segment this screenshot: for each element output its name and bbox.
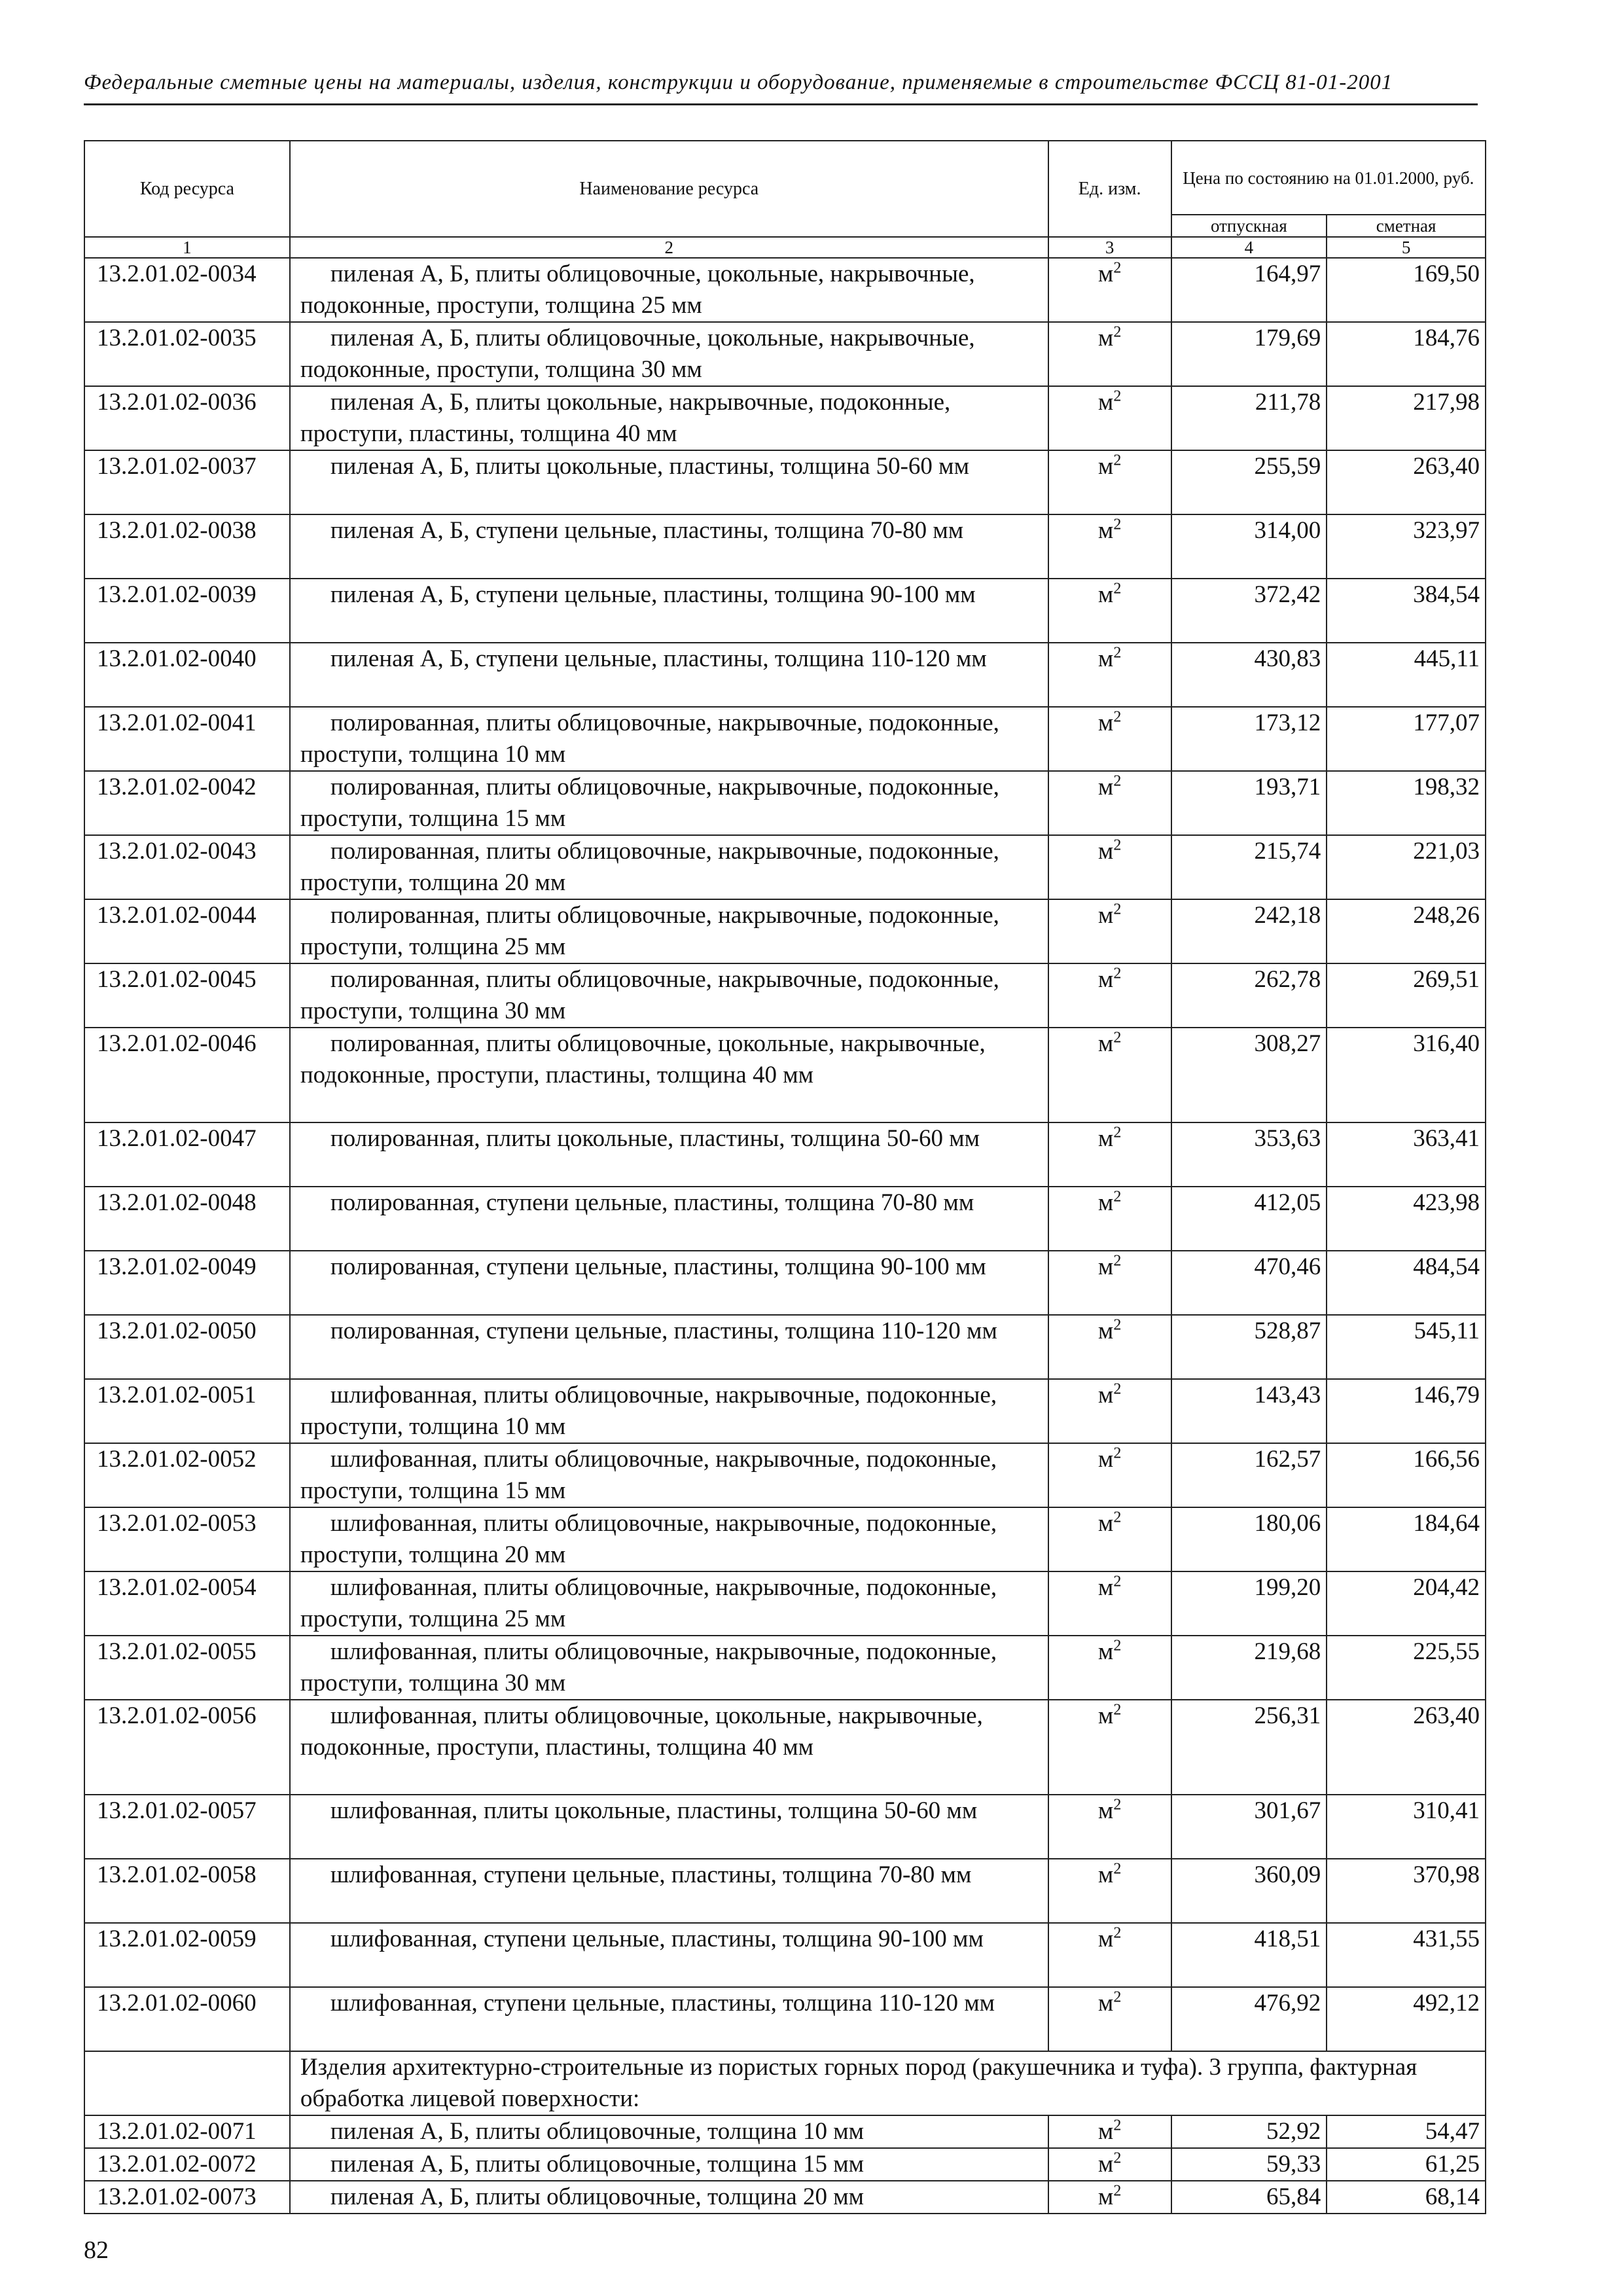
resource-code: 13.2.01.02-0053 [84,1507,290,1571]
unit-power: 2 [1113,644,1122,662]
resource-code: 13.2.01.02-0052 [84,1443,290,1507]
release-price: 412,05 [1171,1187,1327,1251]
column-number: 5 [1327,237,1486,258]
section-row [84,2051,1486,2115]
estimate-price: 316,40 [1327,1028,1486,1122]
release-price: 255,59 [1171,450,1327,514]
resource-name [290,1443,1048,1507]
unit [1048,2181,1171,2214]
resource-name [290,1795,1048,1859]
resource-code: 13.2.01.02-0060 [84,1987,290,2051]
unit-power: 2 [1113,2182,1122,2200]
section-group [84,2051,1486,2115]
resource-name [290,1636,1048,1700]
table-row [84,1187,1486,1251]
unit-power: 2 [1113,965,1122,982]
unit-text: м [1097,645,1114,672]
resource-name [290,899,1048,963]
estimate-price: 310,41 [1327,1795,1486,1859]
unit-power: 2 [1113,1860,1122,1878]
release-price: 308,27 [1171,1028,1327,1122]
table-row [84,1443,1486,1507]
table-row [84,707,1486,771]
resource-code: 13.2.01.02-0035 [84,322,290,386]
resource-name-text: полированная, плиты облицовочные, накрывочные, подоконные, проступи, толщина 25 мм [300,902,999,960]
release-price: 179,69 [1171,322,1327,386]
estimate-price: 492,12 [1327,1987,1486,2051]
table-row [84,1571,1486,1636]
table-row [84,1795,1486,1859]
unit-text: м [1097,1318,1114,1344]
estimate-price: 54,47 [1327,2115,1486,2148]
column-number: 1 [84,237,290,258]
unit [1048,322,1171,386]
release-price: 215,74 [1171,835,1327,899]
resource-name [290,1315,1048,1379]
unit-text: м [1097,581,1114,608]
unit-power: 2 [1113,1444,1122,1462]
running-header: Федеральные сметные цены на материалы, изделия, конструкции и оборудование, применяемые в строительстве ФССЦ 81-01-2001 [84,71,1393,94]
unit [1048,2148,1171,2181]
table-row [84,1507,1486,1571]
release-price: 143,43 [1171,1379,1327,1443]
unit [1048,643,1171,707]
resource-name-text: пиленая А, Б, ступени цельные, пластины, толщина 70-80 мм [330,517,964,544]
resource-name-text: пиленая А, Б, ступени цельные, пластины, толщина 90-100 мм [330,581,976,608]
release-price: 262,78 [1171,963,1327,1028]
unit [1048,835,1171,899]
table-row [84,835,1486,899]
estimate-price: 545,11 [1327,1315,1486,1379]
table-row [84,514,1486,579]
table-row [84,771,1486,835]
unit-power: 2 [1113,772,1122,790]
resource-code: 13.2.01.02-0039 [84,579,290,643]
resource-code: 13.2.01.02-0049 [84,1251,290,1315]
unit-text: м [1097,1189,1114,1216]
resource-name-text: полированная, плиты облицовочные, накрывочные, подоконные, проступи, толщина 15 мм [300,774,999,832]
estimate-price: 61,25 [1327,2148,1486,2181]
resource-code: 13.2.01.02-0036 [84,386,290,450]
resource-name-text: пиленая А, Б, плиты облицовочные, цокольные, накрывочные, подоконные, проступи, толщина 25 мм [300,260,975,319]
unit-power: 2 [1113,1924,1122,1942]
estimate-price: 68,14 [1327,2181,1486,2214]
table-body-main [84,258,1486,2051]
release-price: 256,31 [1171,1700,1327,1795]
release-price: 164,97 [1171,258,1327,322]
unit-text: м [1097,1574,1114,1601]
unit-text: м [1097,1030,1114,1057]
resource-code: 13.2.01.02-0055 [84,1636,290,1700]
table-row [84,450,1486,514]
table-row [84,386,1486,450]
unit [1048,1795,1171,1859]
table-row [84,1700,1486,1795]
resource-code: 13.2.01.02-0059 [84,1923,290,1987]
unit-text: м [1097,1253,1114,1280]
resource-name [290,1122,1048,1187]
resource-name-text: полированная, плиты облицовочные, цокольные, накрывочные, подоконные, проступи, пластины, толщина 40 мм [300,1030,986,1088]
header-price-group: Цена по состоянию на 01.01.2000, руб. [1171,141,1486,215]
release-price: 476,92 [1171,1987,1327,2051]
unit-text: м [1097,902,1114,929]
release-price: 199,20 [1171,1571,1327,1636]
unit-power: 2 [1113,1124,1122,1141]
unit [1048,1987,1171,2051]
estimate-price: 221,03 [1327,835,1486,899]
estimate-price: 323,97 [1327,514,1486,579]
unit-text: м [1097,1382,1114,1408]
release-price: 418,51 [1171,1923,1327,1987]
unit-power: 2 [1113,323,1122,341]
unit-power: 2 [1113,387,1122,405]
resource-code: 13.2.01.02-0040 [84,643,290,707]
release-price: 470,46 [1171,1251,1327,1315]
resource-name [290,579,1048,643]
resource-code: 13.2.01.02-0057 [84,1795,290,1859]
resource-name [290,963,1048,1028]
unit-text: м [1097,2151,1114,2178]
table-body-section [84,2115,1486,2214]
unit-power: 2 [1113,1188,1122,1206]
resource-name-text: шлифованная, плиты облицовочные, цокольные, накрывочные, подоконные, проступи, пластины, толщина 40 мм [300,1702,983,1761]
resource-name-text: пиленая А, Б, плиты цокольные, накрывочные, подоконные, проступи, пластины, толщина 40 мм [300,389,951,447]
estimate-price: 363,41 [1327,1122,1486,1187]
estimate-price: 177,07 [1327,707,1486,771]
resource-name [290,1187,1048,1251]
resource-code: 13.2.01.02-0071 [84,2115,290,2148]
table-row [84,1122,1486,1187]
resource-name-text: полированная, плиты облицовочные, накрывочные, подоконные, проступи, толщина 30 мм [300,966,999,1024]
resource-name [290,2148,1048,2181]
resource-name [290,322,1048,386]
estimate-price: 166,56 [1327,1443,1486,1507]
table-row [84,322,1486,386]
unit-text: м [1097,1510,1114,1537]
release-price: 314,00 [1171,514,1327,579]
resource-name [290,2115,1048,2148]
resource-code: 13.2.01.02-0037 [84,450,290,514]
header-estimate-price: сметная [1327,215,1486,237]
resource-name-text: шлифованная, ступени цельные, пластины, толщина 90-100 мм [330,1926,984,1952]
unit-text: м [1097,1446,1114,1473]
table-row [84,579,1486,643]
table-row [84,1859,1486,1923]
resource-name-text: пиленая А, Б, плиты облицовочные, цокольные, накрывочные, подоконные, проступи, толщина 30 мм [300,325,975,383]
unit-power: 2 [1113,1988,1122,2006]
resource-name-text: пиленая А, Б, плиты облицовочные, толщина 10 мм [330,2118,865,2145]
resource-name-text: шлифованная, плиты облицовочные, накрывочные, подоконные, проступи, толщина 15 мм [300,1446,997,1504]
unit [1048,258,1171,322]
table-row [84,1636,1486,1700]
unit [1048,707,1171,771]
column-number: 3 [1048,237,1171,258]
resource-name-text: полированная, плиты цокольные, пластины, толщина 50-60 мм [330,1125,980,1152]
table-row [84,643,1486,707]
table-row [84,258,1486,322]
table-row [84,963,1486,1028]
unit-text: м [1097,389,1114,416]
unit [1048,386,1171,450]
unit-text: м [1097,709,1114,736]
table-row [84,1923,1486,1987]
unit-power: 2 [1113,1316,1122,1334]
table-row [84,1379,1486,1443]
resource-name [290,643,1048,707]
unit-text: м [1097,1638,1114,1665]
release-price: 211,78 [1171,386,1327,450]
header-rule [84,103,1478,105]
release-price: 180,06 [1171,1507,1327,1571]
resource-code: 13.2.01.02-0047 [84,1122,290,1187]
release-price: 59,33 [1171,2148,1327,2181]
estimate-price: 204,42 [1327,1571,1486,1636]
unit-power: 2 [1113,708,1122,726]
unit-text: м [1097,966,1114,993]
resource-name [290,514,1048,579]
resource-name-text: пиленая А, Б, плиты облицовочные, толщина 15 мм [330,2151,865,2178]
unit-text: м [1097,838,1114,865]
header-name: Наименование ресурса [290,141,1048,237]
unit-power: 2 [1113,2117,1122,2134]
resource-name-text: шлифованная, плиты облицовочные, накрывочные, подоконные, проступи, толщина 25 мм [300,1574,997,1632]
resource-name-text: пиленая А, Б, плиты облицовочные, толщина 20 мм [330,2183,865,2210]
unit-power: 2 [1113,1701,1122,1719]
release-price: 193,71 [1171,771,1327,835]
resource-name-text: шлифованная, плиты облицовочные, накрывочные, подоконные, проступи, толщина 30 мм [300,1638,997,1696]
unit [1048,579,1171,643]
resource-name [290,1571,1048,1636]
unit-power: 2 [1113,1509,1122,1526]
release-price: 242,18 [1171,899,1327,963]
unit-text: м [1097,1926,1114,1952]
unit-power: 2 [1113,259,1122,277]
resource-name [290,450,1048,514]
release-price: 372,42 [1171,579,1327,643]
header-release-price: отпускная [1171,215,1327,237]
estimate-price: 263,40 [1327,1700,1486,1795]
unit [1048,2115,1171,2148]
unit [1048,1028,1171,1122]
release-price: 430,83 [1171,643,1327,707]
table-row [84,1987,1486,2051]
resource-name [290,1700,1048,1795]
resource-code: 13.2.01.02-0046 [84,1028,290,1122]
resource-code: 13.2.01.02-0072 [84,2148,290,2181]
release-price: 219,68 [1171,1636,1327,1700]
unit-text: м [1097,453,1114,480]
resource-name [290,1859,1048,1923]
estimate-price: 146,79 [1327,1379,1486,1443]
resource-name-text: шлифованная, ступени цельные, пластины, толщина 70-80 мм [330,1861,972,1888]
unit [1048,1315,1171,1379]
estimate-price: 217,98 [1327,386,1486,450]
unit [1048,1187,1171,1251]
header-unit: Ед. изм. [1048,141,1171,237]
unit [1048,1700,1171,1795]
unit-power: 2 [1113,901,1122,918]
release-price: 65,84 [1171,2181,1327,2214]
resource-code: 13.2.01.02-0054 [84,1571,290,1636]
unit-power: 2 [1113,2149,1122,2167]
resource-name [290,835,1048,899]
unit-text: м [1097,1702,1114,1729]
resource-name-text: пиленая А, Б, ступени цельные, пластины, толщина 110-120 мм [330,645,987,672]
resource-code: 13.2.01.02-0042 [84,771,290,835]
unit [1048,1507,1171,1571]
unit-text: м [1097,325,1114,351]
resource-code: 13.2.01.02-0056 [84,1700,290,1795]
section-title: Изделия архитектурно-строительные из пористых горных пород (ракушечника и туфа). 3 группа, фактурная обработка лицевой поверхности: [290,2051,1486,2115]
table-row [84,899,1486,963]
resource-code: 13.2.01.02-0038 [84,514,290,579]
unit-text: м [1097,1861,1114,1888]
resource-name-text: полированная, ступени цельные, пластины, толщина 90-100 мм [330,1253,986,1280]
estimate-price: 198,32 [1327,771,1486,835]
resource-name [290,1251,1048,1315]
resource-code: 13.2.01.02-0044 [84,899,290,963]
table-row [84,1315,1486,1379]
unit-text: м [1097,1990,1114,2017]
unit [1048,899,1171,963]
resource-name [290,1507,1048,1571]
page-number: 82 [84,2236,109,2264]
release-price: 353,63 [1171,1122,1327,1187]
unit [1048,1636,1171,1700]
resource-name-text: шлифованная, ступени цельные, пластины, толщина 110-120 мм [330,1990,995,2017]
resource-code: 13.2.01.02-0051 [84,1379,290,1443]
resource-code: 13.2.01.02-0045 [84,963,290,1028]
unit-power: 2 [1113,1029,1122,1047]
table-row [84,1251,1486,1315]
unit [1048,1122,1171,1187]
unit [1048,1571,1171,1636]
header-code: Код ресурса [84,141,290,237]
unit [1048,1251,1171,1315]
resource-name-text: полированная, ступени цельные, пластины, толщина 110-120 мм [330,1318,997,1344]
table-row [84,2181,1486,2214]
unit-text: м [1097,1797,1114,1824]
unit [1048,514,1171,579]
resource-name-text: полированная, ступени цельные, пластины, толщина 70-80 мм [330,1189,974,1216]
table-row [84,1028,1486,1122]
resource-name [290,707,1048,771]
resource-name [290,1987,1048,2051]
resource-code: 13.2.01.02-0050 [84,1315,290,1379]
unit-text: м [1097,1125,1114,1152]
estimate-price: 484,54 [1327,1251,1486,1315]
unit-power: 2 [1113,1796,1122,1814]
release-price: 52,92 [1171,2115,1327,2148]
estimate-price: 269,51 [1327,963,1486,1028]
resource-name [290,2181,1048,2214]
unit [1048,771,1171,835]
estimate-price: 169,50 [1327,258,1486,322]
estimate-price: 184,64 [1327,1507,1486,1571]
resource-name [290,1923,1048,1987]
resource-code: 13.2.01.02-0041 [84,707,290,771]
resource-name-text: шлифованная, плиты цокольные, пластины, толщина 50-60 мм [330,1797,978,1824]
estimate-price: 431,55 [1327,1923,1486,1987]
estimate-price: 184,76 [1327,322,1486,386]
unit-power: 2 [1113,1252,1122,1270]
resource-name [290,386,1048,450]
unit-text: м [1097,517,1114,544]
unit [1048,1923,1171,1987]
resource-code: 13.2.01.02-0048 [84,1187,290,1251]
resource-name [290,1028,1048,1122]
section-empty-cell [84,2051,290,2115]
estimate-price: 445,11 [1327,643,1486,707]
table-row [84,2148,1486,2181]
release-price: 162,57 [1171,1443,1327,1507]
resource-code: 13.2.01.02-0034 [84,258,290,322]
resource-name [290,771,1048,835]
resource-name-text: шлифованная, плиты облицовочные, накрывочные, подоконные, проступи, толщина 20 мм [300,1510,997,1568]
release-price: 173,12 [1171,707,1327,771]
unit-power: 2 [1113,580,1122,598]
resource-name-text: пиленая А, Б, плиты цокольные, пластины, толщина 50-60 мм [330,453,970,480]
estimate-price: 384,54 [1327,579,1486,643]
release-price: 360,09 [1171,1859,1327,1923]
unit-power: 2 [1113,836,1122,854]
estimate-price: 370,98 [1327,1859,1486,1923]
unit-text: м [1097,2183,1114,2210]
release-price: 528,87 [1171,1315,1327,1379]
resource-code: 13.2.01.02-0058 [84,1859,290,1923]
unit-text: м [1097,774,1114,800]
unit [1048,1379,1171,1443]
unit-power: 2 [1113,1573,1122,1590]
column-number: 4 [1171,237,1327,258]
release-price: 301,67 [1171,1795,1327,1859]
unit [1048,450,1171,514]
unit-power: 2 [1113,1637,1122,1655]
estimate-price: 225,55 [1327,1636,1486,1700]
resource-code: 13.2.01.02-0073 [84,2181,290,2214]
column-number: 2 [290,237,1048,258]
resource-name-text: полированная, плиты облицовочные, накрывочные, подоконные, проступи, толщина 20 мм [300,838,999,896]
unit-power: 2 [1113,1380,1122,1398]
unit-text: м [1097,2118,1114,2145]
resource-code: 13.2.01.02-0043 [84,835,290,899]
unit-text: м [1097,260,1114,287]
estimate-price: 423,98 [1327,1187,1486,1251]
estimate-price: 248,26 [1327,899,1486,963]
resource-name-text: шлифованная, плиты облицовочные, накрывочные, подоконные, проступи, толщина 10 мм [300,1382,997,1440]
resource-name-text: полированная, плиты облицовочные, накрывочные, подоконные, проступи, толщина 10 мм [300,709,999,768]
unit-power: 2 [1113,452,1122,469]
resource-name [290,1379,1048,1443]
resource-name [290,258,1048,322]
table-row [84,2115,1486,2148]
unit [1048,1859,1171,1923]
unit-power: 2 [1113,516,1122,533]
unit [1048,1443,1171,1507]
unit [1048,963,1171,1028]
estimate-price: 263,40 [1327,450,1486,514]
price-table [84,140,1486,2214]
